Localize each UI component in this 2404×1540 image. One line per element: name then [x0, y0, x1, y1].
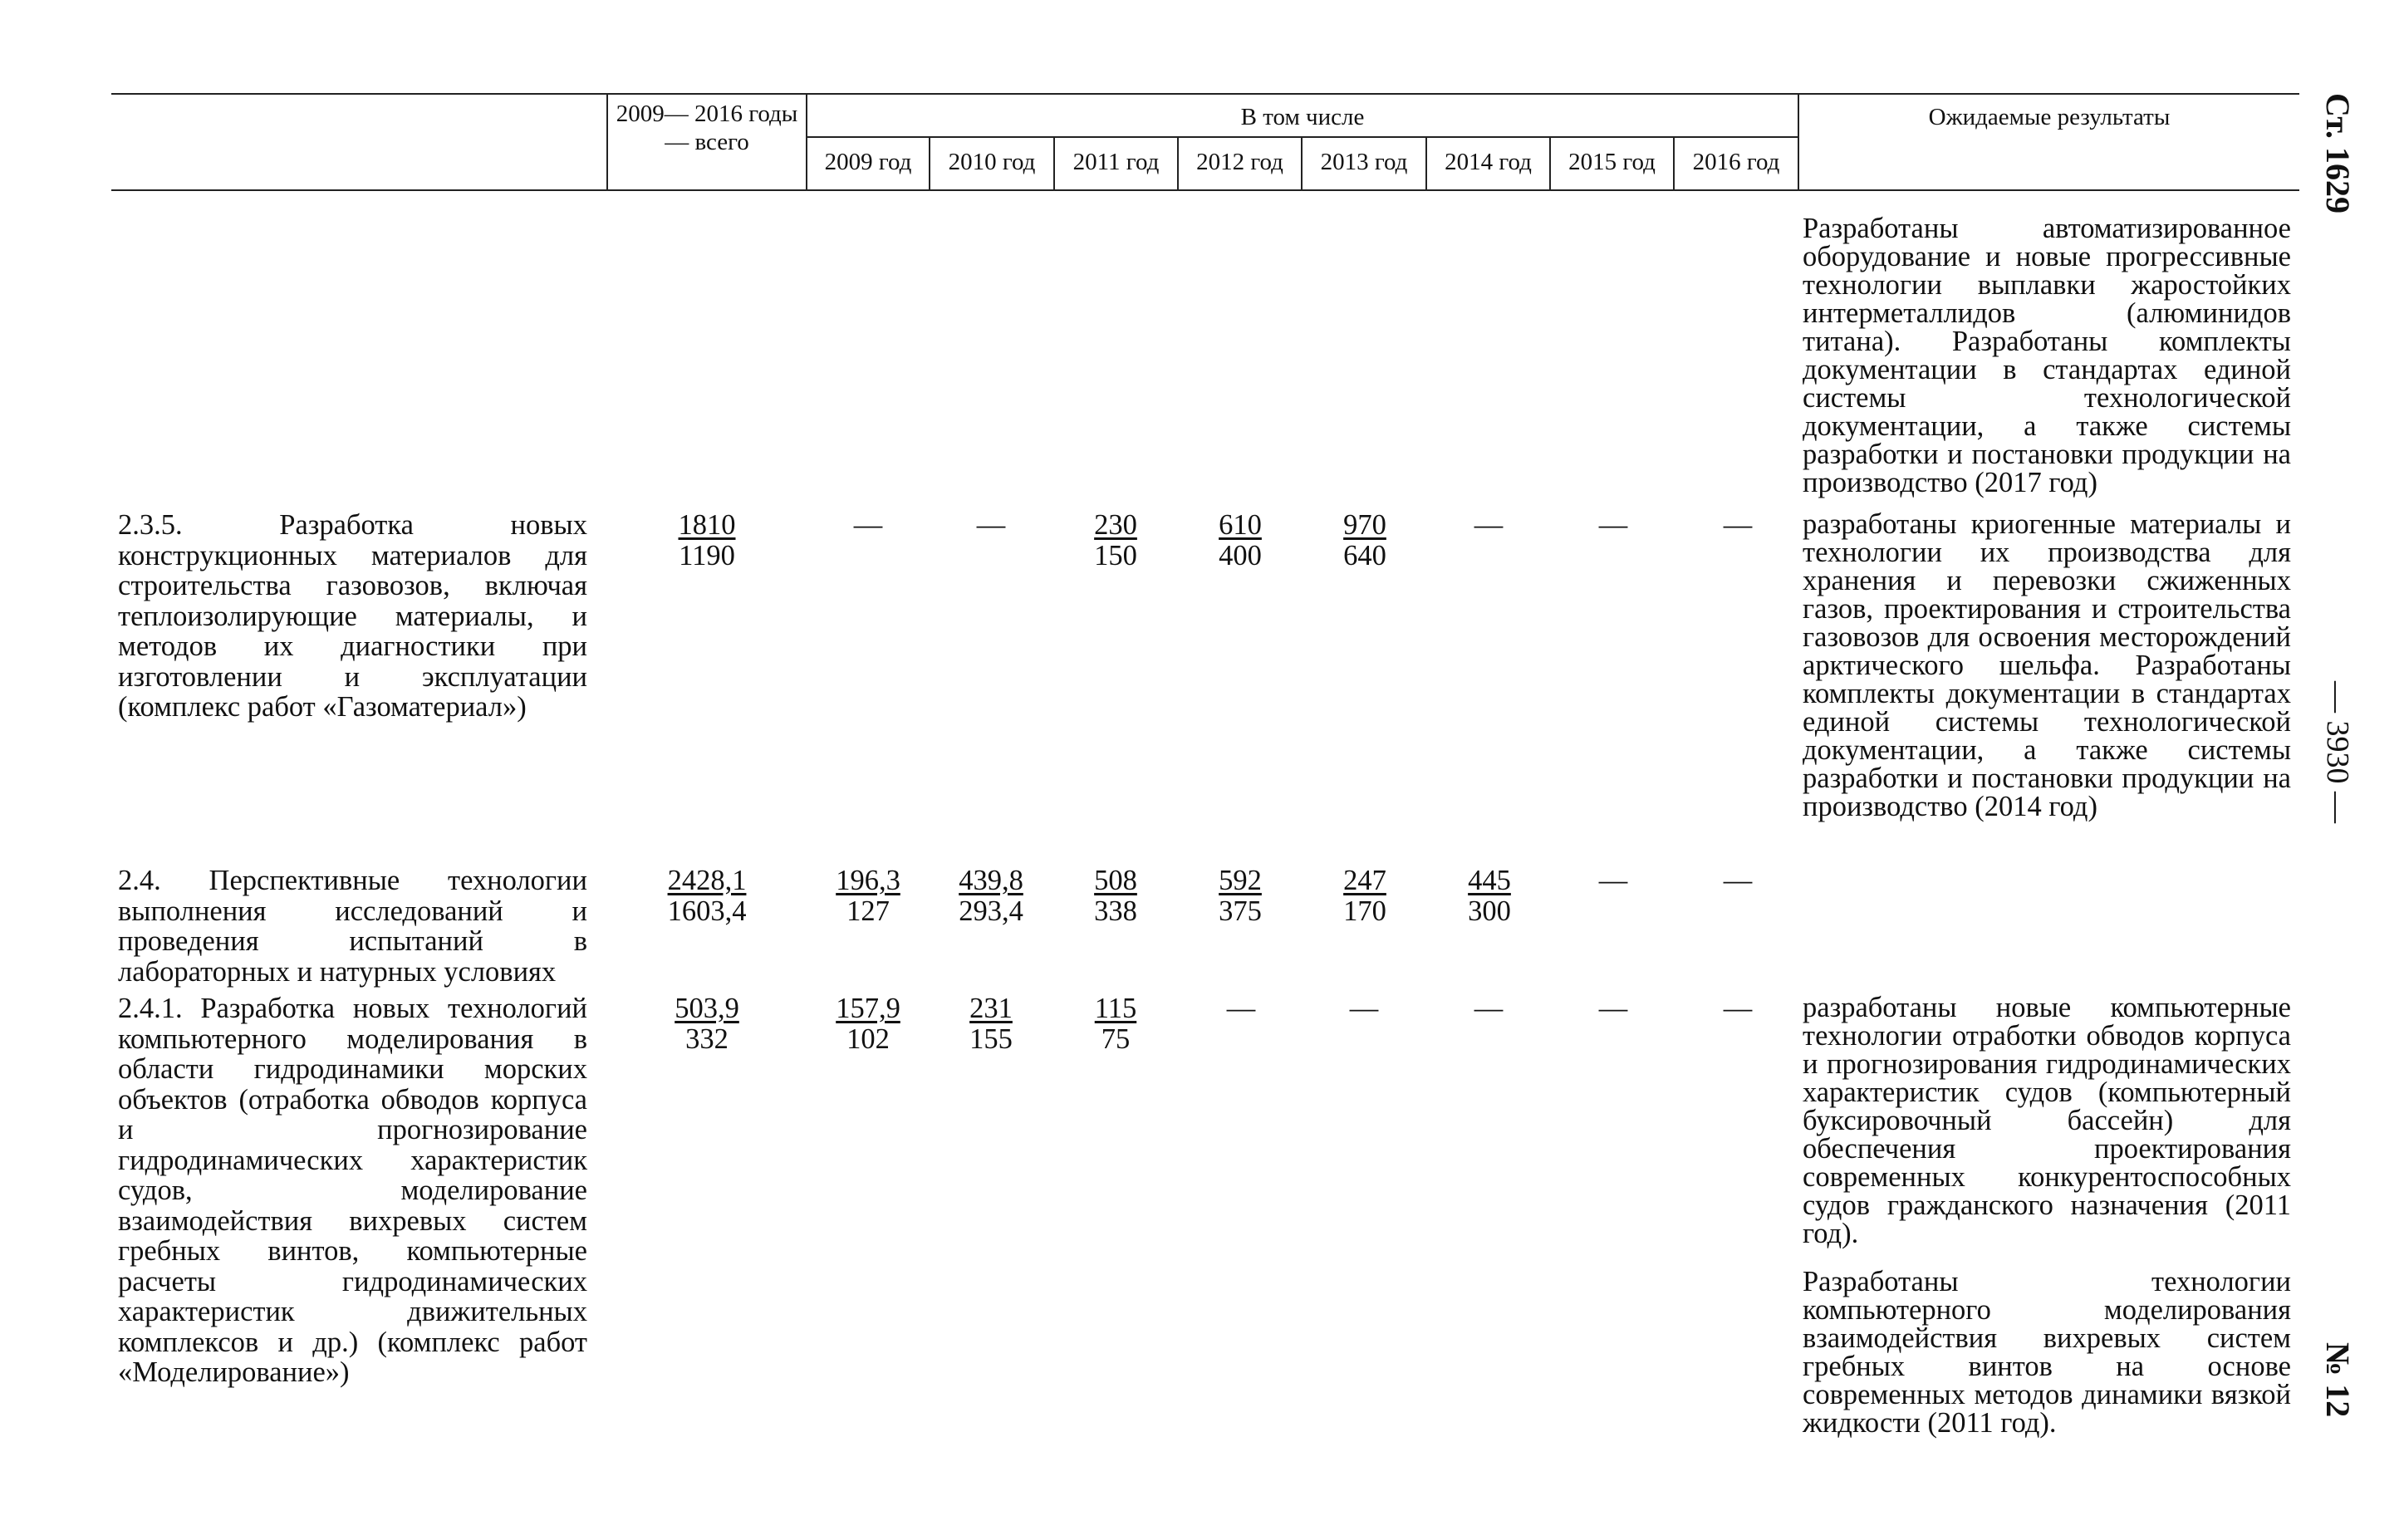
header-results-col: Ожидаемые результаты	[1928, 104, 2171, 130]
value-numerator: 196,3	[836, 865, 900, 896]
row-3-result-2: Разработаны технологии компьютерного моделирования взаимодействия вихревых систем гребных винтов на основе современных методов динамики вязкой жидкости (2011 год).	[1803, 1266, 2291, 1439]
value-denominator: 75	[1101, 1023, 1131, 1055]
value-numerator: 157,9	[836, 993, 900, 1024]
row-3-year-2011	[1062, 993, 1170, 1055]
value-numerator: 115	[1094, 993, 1137, 1024]
header-bottom-rule	[111, 189, 2299, 191]
value-numerator: 610	[1219, 509, 1262, 541]
row-1-year-2012	[1186, 510, 1294, 571]
row-0-result: Разработаны автоматизированное оборудование и новые прогрессивные технологии выплавки жаростойких интерметаллидов (алюминидов титана). Разработаны комплекты документации в стандартах единой системы технологической документации, а также системы разработки и постановки продукции на производство (2017 год)	[1803, 213, 2291, 498]
row-2-year-2016: —	[1723, 865, 1753, 896]
col-divider	[606, 93, 608, 191]
row-1-year-2011	[1062, 510, 1170, 571]
row-3-total-top: 503,9	[675, 993, 739, 1024]
row-3-year-2014: —	[1474, 993, 1504, 1024]
row-2-label: 2.4. Перспективные технологии выполнения исследований и проведения испытаний в лабораторных и натурных условиях	[118, 865, 587, 988]
row-1-result: разработаны криогенные материалы и технологии их производства для хранения и перевозки сжиженных газов, проектирования и строительства газовозов для освоения месторождений арктического шельфа. Разработаны комплекты документации в стандартах единой системы технологической документации, а также системы разработки и постановки продукции на производство (2014 год)	[1803, 508, 2291, 822]
row-3-year-2015: —	[1598, 993, 1628, 1024]
header-total-col: 2009— 2016 годы — всего	[616, 101, 798, 155]
row-1-year-2016: —	[1723, 509, 1753, 541]
page-number: — 3930 —	[2320, 681, 2355, 823]
row-2-year-2010	[937, 866, 1045, 927]
row-1-year-2010: —	[976, 509, 1006, 541]
row-1-total-bottom: 1190	[679, 540, 735, 571]
header-middle-rule	[806, 136, 1799, 138]
value-numerator: 247	[1343, 865, 1386, 896]
row-2-total-top: 2428,1	[667, 865, 747, 896]
value-denominator: 150	[1094, 540, 1137, 571]
row-1-year-2014: —	[1474, 509, 1504, 541]
row-2-year-2011	[1062, 866, 1170, 927]
value-numerator: 508	[1094, 865, 1137, 896]
value-denominator: 170	[1343, 895, 1386, 927]
value-denominator: 300	[1468, 895, 1511, 927]
row-1-year-2015: —	[1598, 509, 1628, 541]
value-numerator: 439,8	[959, 865, 1023, 896]
row-1-label: 2.3.5. Разработка новых конструкционных материалов для строительства газовозов, включая теплоизолирующие материалы, и методов их диагностики при изготовлении и эксплуатации (комплекс работ «Газоматериал»)	[118, 509, 587, 723]
row-1-year-2009: —	[853, 509, 883, 541]
header-year-2015: 2015 год	[1568, 149, 1656, 175]
value-denominator: 155	[969, 1023, 1013, 1055]
row-2-year-2012	[1186, 866, 1294, 927]
row-2-year-2014	[1435, 866, 1543, 927]
value-numerator: 231	[969, 993, 1013, 1024]
value-numerator: 230	[1094, 509, 1137, 541]
value-numerator: 592	[1219, 865, 1262, 896]
row-3-total-bottom: 332	[685, 1023, 729, 1055]
row-3-year-2016: —	[1723, 993, 1753, 1024]
value-numerator: 445	[1468, 865, 1511, 896]
row-1-total	[653, 510, 761, 571]
row-3-year-2010	[937, 993, 1045, 1055]
row-2-year-2009	[814, 866, 922, 927]
row-3-year-2012: —	[1226, 993, 1256, 1024]
value-numerator: 970	[1343, 509, 1386, 541]
row-3-year-2013: —	[1349, 993, 1379, 1024]
row-3-label: 2.4.1. Разработка новых технологий компьютерного моделирования в области гидродинамики морских объектов (отработка обводов корпуса и прогнозирование гидродинамических характеристик судов, моделирование взаимодействия вихревых систем гребных винтов, компьютерные расчеты гидродинамических характеристик движительных комплексов и др.) (комплекс работ «Моделирование»)	[118, 993, 587, 1388]
row-2-total-bottom: 1603,4	[667, 895, 747, 927]
issue-number: № 12	[2319, 1342, 2357, 1418]
row-1-year-2013	[1311, 510, 1419, 571]
header-year-2009: 2009 год	[824, 149, 912, 175]
row-2-year-2013	[1311, 866, 1419, 927]
row-3-total	[653, 993, 761, 1055]
value-denominator: 127	[846, 895, 890, 927]
page-ref: Ст. 1629	[2319, 93, 2357, 213]
value-denominator: 293,4	[959, 895, 1023, 927]
value-denominator: 400	[1219, 540, 1262, 571]
header-year-2012: 2012 год	[1196, 149, 1283, 175]
header-year-2013: 2013 год	[1320, 149, 1408, 175]
header-year-2010: 2010 год	[948, 149, 1036, 175]
row-2-total	[653, 866, 761, 927]
value-denominator: 338	[1094, 895, 1137, 927]
row-3-year-2009	[814, 993, 922, 1055]
value-denominator: 640	[1343, 540, 1386, 571]
row-1-total-top: 1810	[678, 509, 736, 541]
header-year-2014: 2014 год	[1445, 149, 1532, 175]
row-2-year-2015: —	[1598, 865, 1628, 896]
value-denominator: 375	[1219, 895, 1262, 927]
value-denominator: 102	[846, 1023, 890, 1055]
row-3-result: разработаны новые компьютерные технологии отработки обводов корпуса и прогнозирования гидродинамических характеристик судов (компьютерный буксировочный бассейн) для обеспечения проектирования современных конкурентоспособных судов гражданского назначения (2011 год).	[1803, 992, 2291, 1249]
header-year-2016: 2016 год	[1692, 149, 1780, 175]
header-top-rule	[111, 93, 2299, 95]
header-group-title: В том числе	[1240, 104, 1365, 130]
header-year-2011: 2011 год	[1072, 149, 1160, 175]
